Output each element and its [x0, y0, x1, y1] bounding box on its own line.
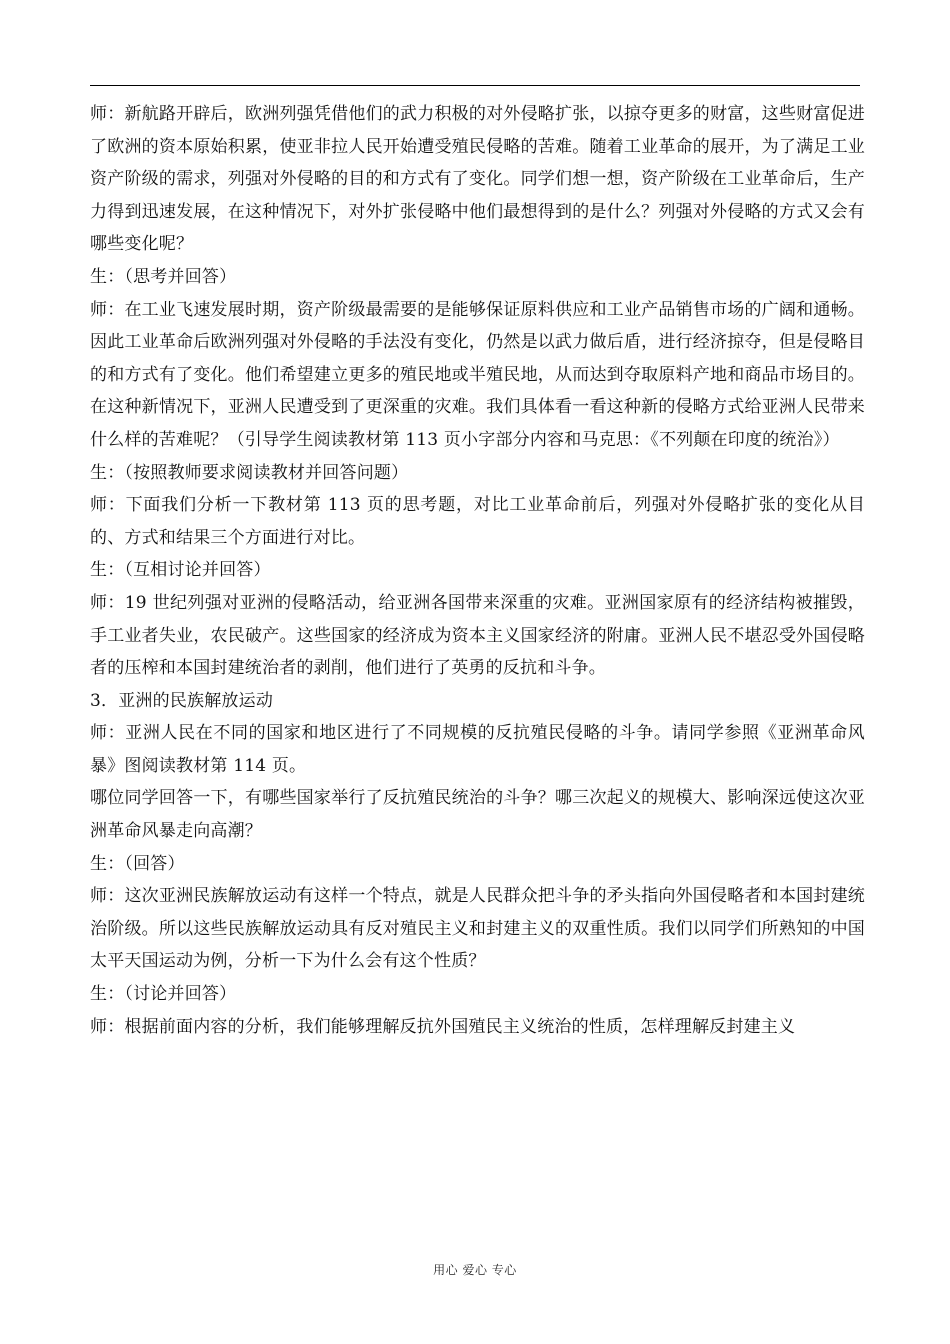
paragraph-question-uprisings: 哪位同学回答一下，有哪些国家举行了反抗殖民统治的斗争？哪三次起义的规模大、影响深远使这次亚洲革命风暴走向高潮？ — [90, 788, 865, 842]
paragraph-student-reply-3: 生：（互相讨论并回答） — [90, 560, 271, 581]
paragraph-teacher-question: 师：下面我们分析一下教材第 113 页的思考题，对比工业革命前后，列强对外侵略扩张的变化从目的、方式和结果三个方面进行对比。 — [90, 495, 865, 548]
document-body — [90, 98, 865, 1043]
paragraph-teacher-dual-nature: 师：这次亚洲民族解放运动有这样一个特点，就是人民群众把斗争的矛头指向外国侵略者和本国封建统治阶级。所以这些民族解放运动具有反对殖民主义和封建主义的双重性质。我们以同学们所熟知的中国太平天国运动为例，分析一下为什么会有这个性质？ — [90, 886, 865, 972]
paragraph-teacher-19th-century: 师：19 世纪列强对亚洲的侵略活动，给亚洲各国带来深重的灾难。亚洲国家原有的经济结构被摧毁，手工业者失业，农民破产。这些国家的经济成为资本主义国家经济的附庸。亚洲人民不堪忍受外国侵略者的压榨和本国封建统治者的剥削，他们进行了英勇的反抗和斗争。 — [90, 592, 865, 679]
paragraph-student-reply-4: 生：（回答） — [90, 853, 185, 874]
paragraph-teacher-intro: 师：新航路开辟后，欧洲列强凭借他们的武力积极的对外侵略扩张，以掠夺更多的财富，这些财富促进了欧洲的资本原始积累，使亚非拉人民开始遭受殖民侵略的苦难。随着工业革命的展开，为了满足工业资产阶级的需求，列强对外侵略的目的和方式有了变化。同学们想一想，资产阶级在工业革命后，生产力得到迅速发展，在这种情况下，对外扩张侵略中他们最想得到的是什么？列强对外侵略的方式又会有哪些变化呢？ — [90, 104, 865, 255]
paragraph-teacher-asia-struggle: 师：亚洲人民在不同的国家和地区进行了不同规模的反抗殖民侵略的斗争。请同学参照《亚洲革命风暴》图阅读教材第 114 页。 — [90, 723, 865, 776]
page-footer: 用心 爱心 专心 — [433, 1263, 517, 1277]
paragraph-teacher-analysis: 师：根据前面内容的分析，我们能够理解反抗外国殖民主义统治的性质，怎样理解反封建主义 — [90, 1016, 796, 1037]
paragraph-student-reply-1: 生：（思考并回答） — [90, 266, 237, 287]
paragraph-student-reply-5: 生：（讨论并回答） — [90, 984, 237, 1005]
header-rule — [90, 85, 860, 86]
paragraph-teacher-industrial: 师：在工业飞速发展时期，资产阶级最需要的是能够保证原料供应和工业产品销售市场的广阔和通畅。因此工业革命后欧洲列强对外侵略的手法没有变化，仍然是以武力做后盾，进行经济掠夺，但是侵略目的和方式有了变化。他们希望建立更多的殖民地或半殖民地，从而达到夺取原料产地和商品市场目的。在这种新情况下，亚洲人民遭受到了更深重的灾难。我们具体看一看这种新的侵略方式给亚洲人民带来什么样的苦难呢？（引导学生阅读教材第 113 页小字部分内容和马克思：《不列颠在印度的统治》） — [90, 299, 865, 450]
paragraph-student-reply-2: 生：（按照教师要求阅读教材并回答问题） — [90, 462, 409, 483]
section-heading: 3．亚洲的民族解放运动 — [90, 690, 274, 711]
